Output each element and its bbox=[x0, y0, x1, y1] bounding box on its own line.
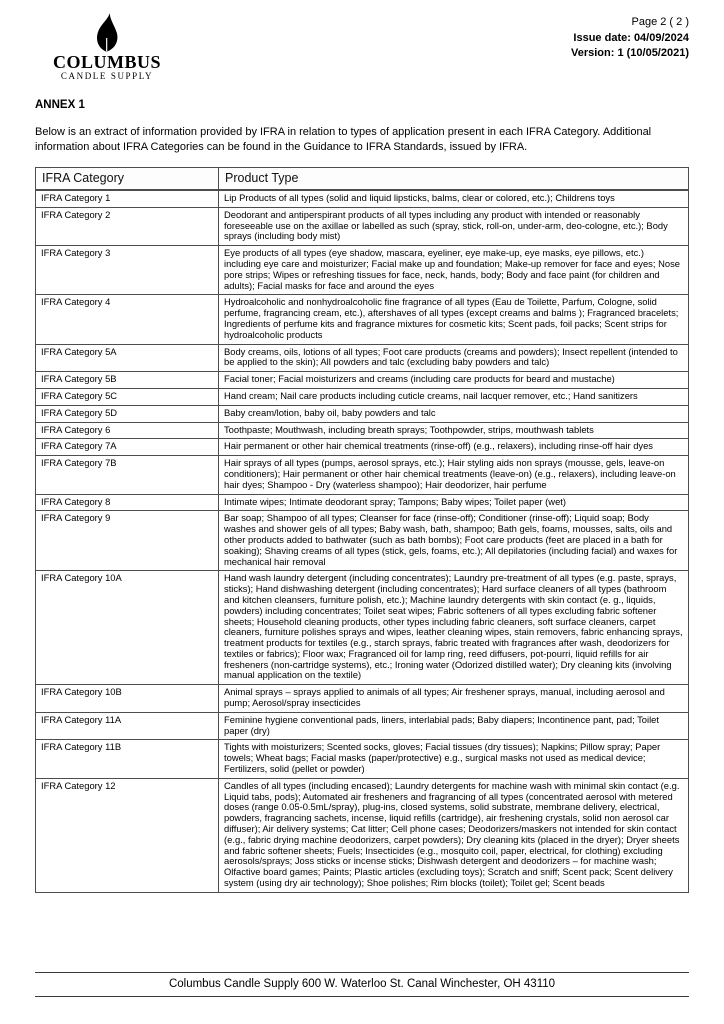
category-cell: IFRA Category 5B bbox=[36, 372, 219, 389]
table-row bbox=[36, 571, 689, 685]
company-logo bbox=[48, 13, 166, 82]
version-label: Version: 1 (10/05/2021) bbox=[570, 47, 689, 59]
table-row bbox=[36, 494, 689, 511]
table-row bbox=[36, 456, 689, 494]
category-cell: IFRA Category 7A bbox=[36, 439, 219, 456]
category-cell: IFRA Category 4 bbox=[36, 295, 219, 344]
product-type-cell: Bar soap; Shampoo of all types; Cleanser for face (rinse-off); Conditioner (rinse-off); Liquid soap; Body washes and shower gels of all types; Baby wash, bath, shampoo; Bath gels, foams, mousses, salts, oils and other products added to bathwater (such as bath bombs); Foot care products (feet are placed in a bath for soaking); Shaving creams of all types (stick, gels, foams, etc.); All depilatories (including facial) and waxes for mechanical hair removal bbox=[219, 511, 689, 571]
annex-title: ANNEX 1 bbox=[35, 99, 85, 111]
category-cell: IFRA Category 10B bbox=[36, 685, 219, 713]
table-row bbox=[36, 246, 689, 295]
flame-icon bbox=[90, 13, 124, 53]
table-row bbox=[36, 778, 689, 892]
table-row bbox=[36, 295, 689, 344]
category-cell: IFRA Category 6 bbox=[36, 422, 219, 439]
product-type-cell: Deodorant and antiperspirant products of all types including any product with intended or reasonably foreseeable use on the axillae or labelled as such (spray, stick, roll-on, under-arm, deo-cologne, etc.); Body sprays (including body mist) bbox=[219, 207, 689, 245]
category-cell: IFRA Category 9 bbox=[36, 511, 219, 571]
category-cell: IFRA Category 5C bbox=[36, 388, 219, 405]
table-row bbox=[36, 439, 689, 456]
logo-title: COLUMBUS bbox=[52, 52, 161, 72]
document-meta bbox=[571, 13, 689, 62]
table-header-row bbox=[36, 168, 689, 191]
issue-date: Issue date: 04/09/2024 bbox=[573, 31, 689, 44]
product-type-cell: Feminine hygiene conventional pads, liners, interlabial pads; Baby diapers; Incontinence pant, pad; Toilet paper (dry) bbox=[219, 712, 689, 740]
page-number: Page 2 ( 2 ) bbox=[631, 16, 689, 28]
table-row bbox=[36, 372, 689, 389]
category-cell: IFRA Category 5D bbox=[36, 405, 219, 422]
product-type-cell: Animal sprays – sprays applied to animals of all types; Air freshener sprays, manual, including aerosol and pump; Aerosol/spray insecticides bbox=[219, 685, 689, 713]
category-cell: IFRA Category 1 bbox=[36, 190, 219, 207]
product-type-cell: Candles of all types (including encased); Laundry detergents for machine wash with minimal skin contact (e.g. Liquid tabs, pods); Automated air fresheners and fragrancing of all types (concentrated aerosol with metered doses (range 0.05-0.5mL/spray), plug-ins, closed systems, solid substrate, membrane delivery, electrical, powders, fragrancing sachets, incense, liquid refills (cartridge), air freshening crystals, solid non aerosol car diffuser); Air delivery systems; Cat litter; Cell phone cases; Deodorizers/maskers not intended for skin contact (e.g., fabric drying machine deodorizers, carpet powders); Dry cleaning kits (placed in the dryer); Dryer sheets and fabric softener sheets; Fuels; Insecticides (e.g., mosquito coil, paper, electrical, for clothing) excluding aerosols/sprays; Joss sticks or incense sticks; Dishwash detergent and deodorizers – for machine wash; Olfactive board games; Paints; Plastic articles (excluding toys); Scratch and sniff; Scent pack; Scent delivery system (using dry air technology); Shoe polishes; Rim blocks (toilet); Toilet gel; Scent beads bbox=[219, 778, 689, 892]
table-row bbox=[36, 511, 689, 571]
category-cell: IFRA Category 11A bbox=[36, 712, 219, 740]
product-type-cell: Toothpaste; Mouthwash, including breath sprays; Toothpowder, strips, mouthwash tablets bbox=[219, 422, 689, 439]
footer-address: Columbus Candle Supply 600 W. Waterloo St. Canal Winchester, OH 43110 bbox=[35, 972, 689, 997]
table-row bbox=[36, 405, 689, 422]
product-type-cell: Hair sprays of all types (pumps, aerosol sprays, etc.); Hair styling aids non sprays (mousse, gels, leave-on conditioners); Hair permanent or other hair chemical treatments (leave-on) (e.g., relaxers), including leave-on hair dyes; Shampoo - Dry (waterless shampoo); Hair deodorizer, hair perfume bbox=[219, 456, 689, 494]
category-cell: IFRA Category 11B bbox=[36, 740, 219, 778]
column-header-product-type: Product Type bbox=[219, 168, 689, 191]
product-type-cell: Eye products of all types (eye shadow, mascara, eyeliner, eye make-up, eye masks, eye pillows, etc.) including eye care and moisturizer; Facial make up and foundation; Make-up remover for face and eyes; Nose pore strips; Wipes or refreshing tissues for face, neck, hands, body; Body and face paint (for children and adults); Facial masks for face and around the eyes bbox=[219, 246, 689, 295]
product-type-cell: Hand cream; Nail care products including cuticle creams, nail lacquer remover, etc.; Hand sanitizers bbox=[219, 388, 689, 405]
page-header bbox=[0, 0, 724, 82]
category-cell: IFRA Category 12 bbox=[36, 778, 219, 892]
intro-paragraph: Below is an extract of information provided by IFRA in relation to types of application present in each IFRA Category. Additional information about IFRA Categories can be found in the Guidance to IFRA Standards, issued by IFRA. bbox=[35, 126, 652, 153]
table-row bbox=[36, 344, 689, 372]
table-row bbox=[36, 388, 689, 405]
category-cell: IFRA Category 10A bbox=[36, 571, 219, 685]
table-row bbox=[36, 190, 689, 207]
table-row bbox=[36, 685, 689, 713]
product-type-cell: Hair permanent or other hair chemical treatments (rinse-off) (e.g., relaxers), including rinse-off hair dyes bbox=[219, 439, 689, 456]
category-cell: IFRA Category 5A bbox=[36, 344, 219, 372]
table-row bbox=[36, 740, 689, 778]
product-type-cell: Facial toner; Facial moisturizers and creams (including care products for beard and mustache) bbox=[219, 372, 689, 389]
column-header-category: IFRA Category bbox=[36, 168, 219, 191]
category-cell: IFRA Category 3 bbox=[36, 246, 219, 295]
product-type-cell: Hand wash laundry detergent (including concentrates); Laundry pre-treatment of all types (e.g. paste, sprays, sticks); Hand dishwashing detergent (including concentrates); Hard surface cleaners of all types (bathroom and kitchen cleansers, furniture polish, etc.); Machine laundry detergents with skin contact (e. g., liquids, powders) including concentrates; Toilet seat wipes; Fabric softeners of all types excluding fabric softener sheets; Household cleaning products, other types including fabric cleaners, soft surface cleaners, carpet cleaners, furniture polishes sprays and wipes, leather cleaning wipes, stain removers, fabric enhancing sprays, treatment products for textiles (e.g., starch sprays, fabric treated with fragrances after wash, deodorizers for textiles or fabrics); Floor wax; Fragranced oil for lamp ring, reed diffusers, pot-pourri, liquid refills for air fresheners (non-cartridge systems), etc.; Ironing water (Odorized distilled water); Dry cleaning kits (involving manual application on the textile) bbox=[219, 571, 689, 685]
table-row bbox=[36, 207, 689, 245]
product-type-cell: Body creams, oils, lotions of all types; Foot care products (creams and powders); Insect repellent (intended to be applied to the skin); All powders and talc (excluding baby powders and talc) bbox=[219, 344, 689, 372]
product-type-cell: Intimate wipes; Intimate deodorant spray; Tampons; Baby wipes; Toilet paper (wet) bbox=[219, 494, 689, 511]
product-type-cell: Hydroalcoholic and nonhydroalcoholic fine fragrance of all types (Eau de Toilette, Parfum, Cologne, solid perfume, fragrancing cream, etc.), aftershaves of all types (except creams and balms ); Fragranced bracelets; Ingredients of perfume kits and fragrance mixtures for cosmetic kits; Scent pads, foil packs; Scent strips for hydroalcoholic products bbox=[219, 295, 689, 344]
category-cell: IFRA Category 7B bbox=[36, 456, 219, 494]
product-type-cell: Lip Products of all types (solid and liquid lipsticks, balms, clear or colored, etc.); Childrens toys bbox=[219, 190, 689, 207]
logo-subtitle: CANDLE SUPPLY bbox=[60, 71, 154, 81]
table-row bbox=[36, 422, 689, 439]
category-cell: IFRA Category 2 bbox=[36, 207, 219, 245]
product-type-cell: Tights with moisturizers; Scented socks, gloves; Facial tissues (dry tissues); Napkins; Pillow spray; Paper towels; Wheat bags; Facial masks (paper/protective) e.g., surgical masks not used as medical device; Fertilizers, solid (pellet or powder) bbox=[219, 740, 689, 778]
table-row bbox=[36, 712, 689, 740]
product-type-cell: Baby cream/lotion, baby oil, baby powders and talc bbox=[219, 405, 689, 422]
category-cell: IFRA Category 8 bbox=[36, 494, 219, 511]
ifra-category-table bbox=[35, 167, 689, 893]
